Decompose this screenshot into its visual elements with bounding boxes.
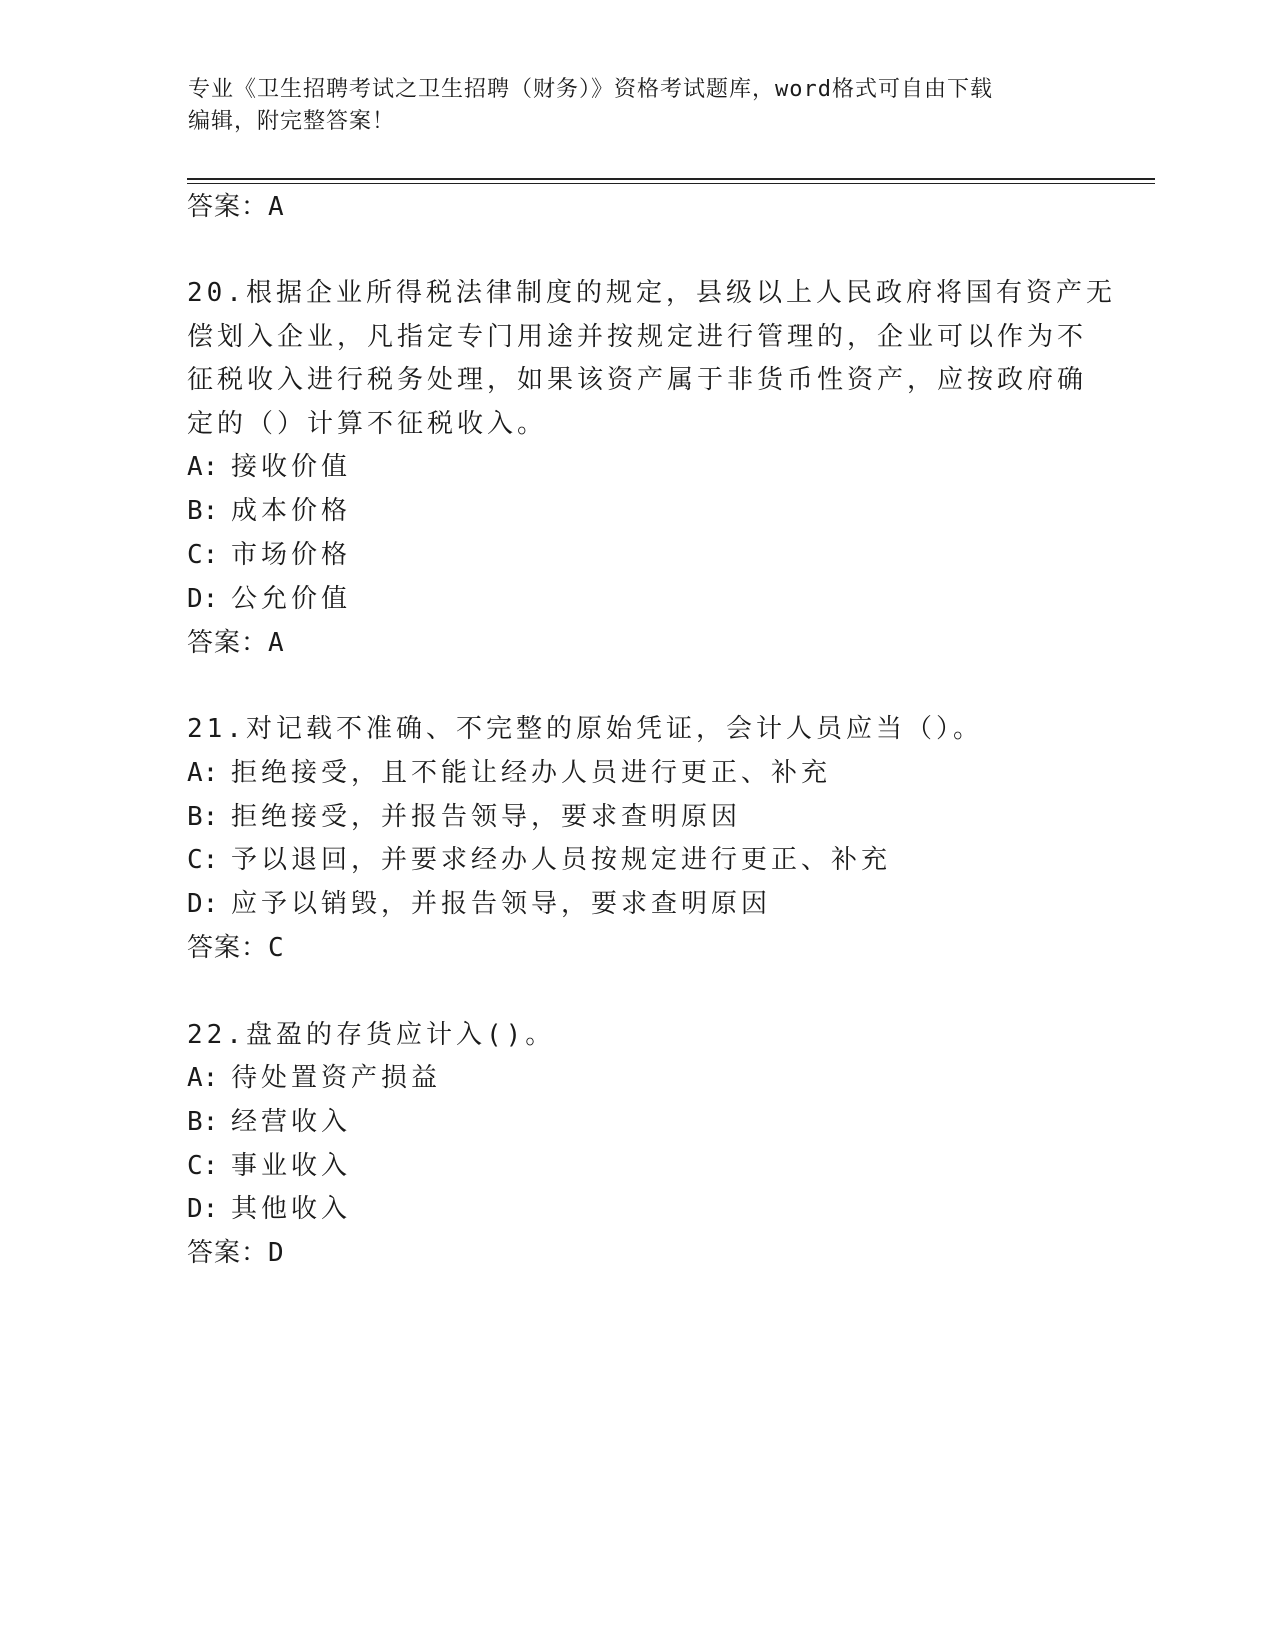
option-text: 待处置资产损益 — [231, 1063, 442, 1093]
answer-value: A — [268, 628, 285, 658]
prev-answer — [187, 190, 285, 224]
option-letter: B: — [187, 496, 219, 526]
question-answer — [187, 931, 285, 965]
option-b — [187, 1105, 351, 1139]
option-c — [187, 1149, 351, 1183]
option-text: 拒绝接受，并报告领导，要求查明原因 — [231, 802, 742, 832]
option-text: 公允价值 — [231, 584, 352, 614]
option-text: 予以退回，并要求经办人员按规定进行更正、补充 — [231, 845, 892, 875]
option-text: 接收价值 — [231, 452, 352, 482]
option-letter: A: — [187, 452, 219, 482]
option-a — [187, 756, 831, 790]
answer-label: 答案： — [187, 628, 269, 658]
option-text: 拒绝接受，且不能让经办人员进行更正、补充 — [231, 758, 832, 788]
option-letter: A: — [187, 758, 219, 788]
option-a — [187, 1061, 441, 1095]
option-b — [187, 800, 741, 834]
question-stem-line: 21.对记载不准确、不完整的原始凭证，会计人员应当（）。 — [187, 714, 983, 744]
option-letter: D: — [187, 1194, 219, 1224]
answer-label: 答案： — [187, 1238, 269, 1268]
answer-value: C — [268, 933, 285, 963]
option-letter: D: — [187, 584, 219, 614]
option-text: 成本价格 — [231, 496, 352, 526]
option-b — [187, 494, 351, 528]
option-letter: A: — [187, 1063, 219, 1093]
option-a — [187, 450, 351, 484]
option-letter: B: — [187, 1107, 219, 1137]
option-text: 事业收入 — [231, 1151, 352, 1181]
question-stem-line: 定的（）计算不征税收入。 — [187, 409, 548, 439]
option-letter: C: — [187, 540, 219, 570]
option-c — [187, 843, 891, 877]
option-d — [187, 887, 771, 921]
option-letter: D: — [187, 889, 219, 919]
option-text: 市场价格 — [231, 540, 352, 570]
header-line-1: 专业《卫生招聘考试之卫生招聘（财务）》资格考试题库，word格式可自由下载 — [188, 77, 993, 102]
option-letter: B: — [187, 802, 219, 832]
answer-label: 答案： — [187, 933, 269, 963]
header-divider-thick — [187, 178, 1155, 180]
question-stem-line: 22.盘盈的存货应计入()。 — [187, 1020, 556, 1050]
answer-value: A — [268, 192, 285, 222]
option-c — [187, 538, 351, 572]
option-text: 应予以销毁，并报告领导，要求查明原因 — [231, 889, 772, 919]
answer-label: 答案： — [187, 192, 269, 222]
option-text: 其他收入 — [231, 1194, 352, 1224]
answer-value: D — [268, 1238, 285, 1268]
question-answer — [187, 626, 285, 660]
option-d — [187, 582, 351, 616]
document-header — [188, 74, 1088, 138]
question-stem-line: 20.根据企业所得税法律制度的规定，县级以上人民政府将国有资产无 — [187, 278, 1116, 308]
option-text: 经营收入 — [231, 1107, 352, 1137]
option-letter: C: — [187, 1151, 219, 1181]
question-stem-line: 征税收入进行税务处理，如果该资产属于非货币性资产，应按政府确 — [187, 365, 1088, 395]
header-divider-thin — [187, 183, 1155, 184]
header-line-2: 编辑，附完整答案！ — [188, 109, 396, 134]
option-d — [187, 1192, 351, 1226]
question-answer — [187, 1236, 285, 1270]
question-stem-line: 偿划入企业，凡指定专门用途并按规定进行管理的，企业可以作为不 — [187, 322, 1088, 352]
option-letter: C: — [187, 845, 219, 875]
